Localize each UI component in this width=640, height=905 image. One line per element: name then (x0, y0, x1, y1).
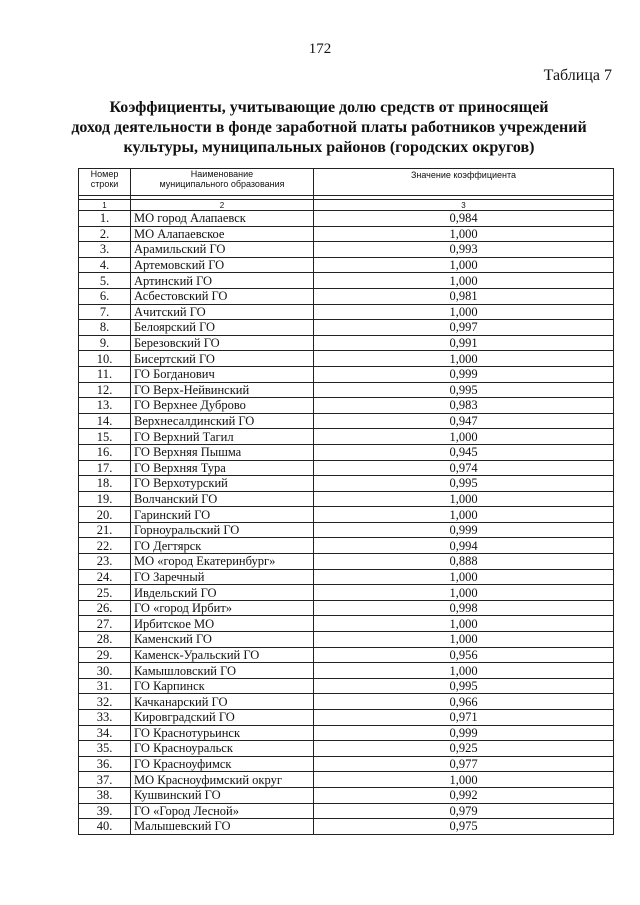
row-number: 30. (79, 663, 131, 679)
row-number: 14. (79, 413, 131, 429)
coefficient-value: 0,999 (314, 522, 614, 538)
table-row (79, 273, 614, 289)
coefficients-table (78, 168, 614, 835)
table-row (79, 335, 614, 351)
row-number: 33. (79, 710, 131, 726)
municipality-name: Белоярский ГО (131, 320, 314, 336)
municipality-name: Горноуральский ГО (131, 522, 314, 538)
coefficient-value: 1,000 (314, 429, 614, 445)
coefficient-value: 0,925 (314, 741, 614, 757)
page-number: 172 (308, 41, 332, 57)
table-row (79, 226, 614, 242)
coefficient-value: 0,995 (314, 382, 614, 398)
table-row (79, 398, 614, 414)
row-number: 1. (79, 211, 131, 227)
row-number: 22. (79, 538, 131, 554)
municipality-name: МО Красноуфимский округ (131, 772, 314, 788)
coefficient-value: 1,000 (314, 257, 614, 273)
table-row (79, 429, 614, 445)
coefficient-value: 1,000 (314, 585, 614, 601)
municipality-name: ГО Заречный (131, 569, 314, 585)
header-coefficient-value: Значение коэффициента (314, 169, 614, 196)
row-number: 27. (79, 616, 131, 632)
column-index: 2 (131, 200, 314, 211)
municipality-name: Волчанский ГО (131, 491, 314, 507)
coefficient-value: 0,999 (314, 366, 614, 382)
table-row (79, 444, 614, 460)
table-row (79, 803, 614, 819)
coefficient-value: 1,000 (314, 663, 614, 679)
table-row (79, 242, 614, 258)
table-row (79, 725, 614, 741)
table-row (79, 491, 614, 507)
municipality-name: ГО Дегтярск (131, 538, 314, 554)
municipality-name: Арамильский ГО (131, 242, 314, 258)
row-number: 26. (79, 600, 131, 616)
coefficient-value: 1,000 (314, 304, 614, 320)
municipality-name: ГО Красноуфимск (131, 756, 314, 772)
row-number: 6. (79, 288, 131, 304)
coefficient-value: 0,974 (314, 460, 614, 476)
coefficient-value: 0,888 (314, 554, 614, 570)
coefficient-value: 0,947 (314, 413, 614, 429)
row-number: 36. (79, 756, 131, 772)
municipality-name: Артемовский ГО (131, 257, 314, 273)
municipality-name: ГО Верхняя Пышма (131, 444, 314, 460)
municipality-name: МО город Алапаевск (131, 211, 314, 227)
table-row (79, 663, 614, 679)
header-row-number-text: Номер строки (90, 169, 119, 189)
row-number: 39. (79, 803, 131, 819)
row-number: 28. (79, 632, 131, 648)
table-row (79, 772, 614, 788)
coefficient-value: 0,984 (314, 211, 614, 227)
row-number: 34. (79, 725, 131, 741)
row-number: 17. (79, 460, 131, 476)
row-number: 9. (79, 335, 131, 351)
table-row (79, 647, 614, 663)
row-number: 11. (79, 366, 131, 382)
title-line: Коэффициенты, учитывающие долю средств от приносящей (109, 99, 549, 116)
row-number: 4. (79, 257, 131, 273)
municipality-name: Каменск-Уральский ГО (131, 647, 314, 663)
row-number: 19. (79, 491, 131, 507)
table-row (79, 538, 614, 554)
coefficient-value: 0,975 (314, 819, 614, 835)
municipality-name: Камышловский ГО (131, 663, 314, 679)
table-row (79, 678, 614, 694)
row-number: 31. (79, 678, 131, 694)
table-row (79, 554, 614, 570)
row-number: 29. (79, 647, 131, 663)
coefficient-value: 0,983 (314, 398, 614, 414)
table-row (79, 304, 614, 320)
municipality-name: ГО Богданович (131, 366, 314, 382)
table-row (79, 616, 614, 632)
coefficient-value: 1,000 (314, 491, 614, 507)
coefficient-value: 0,995 (314, 678, 614, 694)
table-row (79, 600, 614, 616)
municipality-name: Качканарский ГО (131, 694, 314, 710)
row-number: 21. (79, 522, 131, 538)
coefficient-value: 0,945 (314, 444, 614, 460)
row-number: 35. (79, 741, 131, 757)
table-row (79, 257, 614, 273)
row-number: 7. (79, 304, 131, 320)
coefficient-value: 0,998 (314, 600, 614, 616)
coefficient-value: 1,000 (314, 772, 614, 788)
municipality-name: Гаринский ГО (131, 507, 314, 523)
column-index: 3 (314, 200, 614, 211)
row-number: 10. (79, 351, 131, 367)
coefficient-value: 0,956 (314, 647, 614, 663)
table-row (79, 211, 614, 227)
coefficient-value: 0,981 (314, 288, 614, 304)
row-number: 20. (79, 507, 131, 523)
municipality-name: ГО Верхнее Дуброво (131, 398, 314, 414)
municipality-name: ГО «город Ирбит» (131, 600, 314, 616)
coefficient-value: 1,000 (314, 507, 614, 523)
municipality-name: ГО Краснотурьинск (131, 725, 314, 741)
table-row (79, 522, 614, 538)
header-municipality-name-text: Наименование муниципального образования (159, 169, 285, 189)
row-number: 12. (79, 382, 131, 398)
row-number: 40. (79, 819, 131, 835)
municipality-name: ГО Верх-Нейвинский (131, 382, 314, 398)
coefficient-value: 1,000 (314, 351, 614, 367)
municipality-name: ГО Красноуральск (131, 741, 314, 757)
table-row (79, 413, 614, 429)
table-header-row (79, 169, 614, 196)
municipality-name: Кушвинский ГО (131, 787, 314, 803)
table-row (79, 366, 614, 382)
coefficient-value: 1,000 (314, 273, 614, 289)
coefficient-value: 0,992 (314, 787, 614, 803)
row-number: 24. (79, 569, 131, 585)
table-label: Таблица 7 (543, 67, 612, 84)
table-row (79, 787, 614, 803)
municipality-name: Бисертский ГО (131, 351, 314, 367)
coefficient-value: 0,991 (314, 335, 614, 351)
row-number: 25. (79, 585, 131, 601)
table-row (79, 476, 614, 492)
column-index: 1 (79, 200, 131, 211)
table-row (79, 585, 614, 601)
row-number: 15. (79, 429, 131, 445)
municipality-name: ГО Верхний Тагил (131, 429, 314, 445)
table-body (79, 211, 614, 835)
municipality-name: ГО Верхотурский (131, 476, 314, 492)
municipality-name: МО «город Екатеринбург» (131, 554, 314, 570)
municipality-name: Березовский ГО (131, 335, 314, 351)
coefficient-value: 1,000 (314, 632, 614, 648)
column-index-row (79, 200, 614, 211)
title-line: доход деятельности в фонде заработной платы работников учреждений (71, 119, 587, 136)
municipality-name: Артинский ГО (131, 273, 314, 289)
coefficient-value: 0,966 (314, 694, 614, 710)
row-number: 37. (79, 772, 131, 788)
row-number: 2. (79, 226, 131, 242)
municipality-name: Каменский ГО (131, 632, 314, 648)
row-number: 8. (79, 320, 131, 336)
row-number: 13. (79, 398, 131, 414)
municipality-name: Верхнесалдинский ГО (131, 413, 314, 429)
table-row (79, 351, 614, 367)
table-row (79, 320, 614, 336)
table-row (79, 819, 614, 835)
coefficient-value: 0,977 (314, 756, 614, 772)
header-row-number (79, 169, 131, 196)
row-number: 3. (79, 242, 131, 258)
table-row (79, 741, 614, 757)
header-municipality-name (131, 169, 314, 196)
coefficient-value: 0,997 (314, 320, 614, 336)
municipality-name: МО Алапаевское (131, 226, 314, 242)
table-row (79, 382, 614, 398)
table-title (0, 98, 640, 158)
municipality-name: Кировградский ГО (131, 710, 314, 726)
municipality-name: Ачитский ГО (131, 304, 314, 320)
row-number: 38. (79, 787, 131, 803)
coefficient-value: 0,993 (314, 242, 614, 258)
table-row (79, 632, 614, 648)
municipality-name: Асбестовский ГО (131, 288, 314, 304)
table-row (79, 460, 614, 476)
row-number: 5. (79, 273, 131, 289)
table-row (79, 694, 614, 710)
municipality-name: ГО Верхняя Тура (131, 460, 314, 476)
row-number: 32. (79, 694, 131, 710)
municipality-name: Ирбитское МО (131, 616, 314, 632)
coefficient-value: 1,000 (314, 226, 614, 242)
row-number: 23. (79, 554, 131, 570)
coefficient-value: 0,994 (314, 538, 614, 554)
title-line: культуры, муниципальных районов (городских округов) (123, 139, 535, 156)
table-row (79, 710, 614, 726)
municipality-name: ГО Карпинск (131, 678, 314, 694)
municipality-name: Малышевский ГО (131, 819, 314, 835)
table-row (79, 569, 614, 585)
municipality-name: ГО «Город Лесной» (131, 803, 314, 819)
coefficient-value: 0,971 (314, 710, 614, 726)
coefficient-value: 1,000 (314, 569, 614, 585)
table-row (79, 507, 614, 523)
coefficient-value: 1,000 (314, 616, 614, 632)
coefficient-value: 0,999 (314, 725, 614, 741)
table-row (79, 288, 614, 304)
coefficient-value: 0,979 (314, 803, 614, 819)
coefficient-value: 0,995 (314, 476, 614, 492)
table-row (79, 756, 614, 772)
municipality-name: Ивдельский ГО (131, 585, 314, 601)
row-number: 18. (79, 476, 131, 492)
row-number: 16. (79, 444, 131, 460)
